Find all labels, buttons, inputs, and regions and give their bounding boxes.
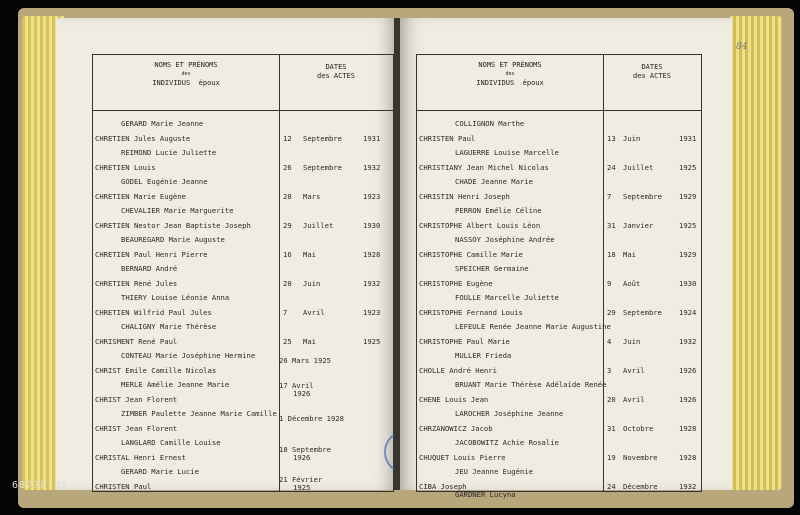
date-entry: 1926 bbox=[293, 453, 311, 462]
register-entry: BERNARD André bbox=[121, 264, 178, 273]
date-day: 12 bbox=[283, 133, 292, 143]
right-table bbox=[416, 54, 702, 500]
date-year: 1929 bbox=[679, 249, 697, 259]
date-day: 20 bbox=[283, 278, 292, 288]
register-entry: CHRETIEN Marie Eugène bbox=[95, 191, 186, 201]
date-year: 1928 bbox=[363, 249, 381, 259]
date-day: 31 bbox=[607, 423, 616, 433]
register-entry: CHRISTIANY Jean Michel Nicolas bbox=[419, 162, 549, 172]
names-header-line2: des bbox=[505, 71, 515, 77]
right-page bbox=[400, 18, 748, 500]
register-entry: CHRZANOWICZ Jacob bbox=[419, 423, 493, 433]
register-entry: CHRISTOPHE Fernand Louis bbox=[419, 307, 523, 317]
date-year: 1925 bbox=[679, 162, 697, 172]
register-entry: CHOLLE André Henri bbox=[419, 365, 497, 375]
register-entry: LAGUERRE Louise Marcelle bbox=[455, 148, 559, 157]
date-entry: 1926 bbox=[293, 389, 311, 398]
register-entry: NASSOY Joséphine Andrée bbox=[455, 235, 555, 244]
header-divider bbox=[417, 110, 701, 111]
register-entry: GODEL Eugénie Jeanne bbox=[121, 177, 208, 186]
register-entry: CONTEAU Marie Joséphine Hermine bbox=[121, 351, 256, 360]
date-year: 1931 bbox=[363, 133, 381, 143]
register-entry: CHRETIEN Wilfrid Paul Jules bbox=[95, 307, 212, 317]
column-divider bbox=[603, 55, 604, 491]
register-entry: ZIMBER Paulette Jeanne Marie Camille bbox=[121, 409, 277, 418]
dates-header-line1: DATES bbox=[325, 63, 347, 71]
names-header-epoux: époux bbox=[522, 79, 544, 87]
date-month: Septembre bbox=[303, 133, 342, 143]
date-year: 1928 bbox=[679, 452, 697, 462]
date-year: 1932 bbox=[363, 278, 381, 288]
date-month: Mars bbox=[303, 191, 321, 201]
date-day: 24 bbox=[607, 162, 616, 172]
column-divider bbox=[279, 55, 280, 491]
names-header-line1: NOMS ET PRÉNOMS bbox=[478, 61, 542, 69]
register-entry: GERARD Marie Jeanne bbox=[121, 119, 204, 128]
dates-header bbox=[279, 63, 393, 81]
date-day: 24 bbox=[607, 481, 616, 491]
register-entry: CHRISTEN Paul bbox=[419, 133, 476, 143]
date-entry: 17 Avril bbox=[279, 381, 314, 390]
date-month: Septembre bbox=[623, 191, 662, 201]
date-month: Juin bbox=[623, 133, 641, 143]
date-day: 29 bbox=[607, 307, 616, 317]
names-header bbox=[417, 61, 603, 88]
date-year: 1932 bbox=[679, 336, 697, 346]
names-header-line3: INDIVIDUS bbox=[476, 79, 515, 87]
register-entry: THIERY Louise Léonie Anna bbox=[121, 293, 230, 302]
date-day: 18 bbox=[607, 249, 616, 259]
date-year: 1925 bbox=[679, 220, 697, 230]
date-month: Octobre bbox=[623, 423, 654, 433]
register-entry: FOULLE Marcelle Juliette bbox=[455, 293, 559, 302]
register-entry: CHRETIEN Paul Henri Pierre bbox=[95, 249, 208, 259]
register-entry: CHENE Louis Jean bbox=[419, 394, 489, 404]
date-day: 13 bbox=[607, 133, 616, 143]
page-edges-right bbox=[730, 16, 782, 490]
register-entry: CHRIST Emile Camille Nicolas bbox=[95, 365, 217, 375]
date-month: Mai bbox=[303, 336, 316, 346]
register-entry: CHRETIEN Louis bbox=[95, 162, 156, 172]
date-day: 3 bbox=[607, 365, 612, 375]
register-entry: JACOBOWITZ Achie Rosalie bbox=[455, 438, 559, 447]
date-day: 7 bbox=[283, 307, 288, 317]
page-number: 84 bbox=[736, 42, 748, 52]
date-day: 26 bbox=[283, 162, 292, 172]
register-entry: CHALIGNY Marie Thérèse bbox=[121, 322, 217, 331]
date-month: Mai bbox=[623, 249, 636, 259]
date-month: Janvier bbox=[623, 220, 654, 230]
register-entry: CHRISTOPHE Paul Marie bbox=[419, 336, 510, 346]
date-month: Septembre bbox=[303, 162, 342, 172]
date-year: 1926 bbox=[679, 394, 697, 404]
header-divider bbox=[93, 110, 393, 111]
date-day: 28 bbox=[283, 191, 292, 201]
register-entry: CHRISTOPHE Eugène bbox=[419, 278, 493, 288]
names-header-epoux: époux bbox=[198, 79, 220, 87]
date-year: 1925 bbox=[363, 336, 381, 346]
dates-header bbox=[603, 63, 701, 81]
date-month: Novembre bbox=[623, 452, 658, 462]
register-entry: LANGLARD Camille Louise bbox=[121, 438, 221, 447]
register-entry: CHRISTOPHE Camille Marie bbox=[419, 249, 523, 259]
left-page bbox=[56, 18, 396, 490]
register-entry: CHEVALIER Marie Marguerite bbox=[121, 206, 234, 215]
register-entry: REIMOND Lucie Juliette bbox=[121, 148, 217, 157]
register-entry: SPEICHER Germaine bbox=[455, 264, 529, 273]
date-year: 1926 bbox=[679, 365, 697, 375]
date-day: 7 bbox=[607, 191, 612, 201]
names-header-line2: des bbox=[181, 71, 191, 77]
date-day: 4 bbox=[607, 336, 612, 346]
register-entry: BEAUREGARD Marie Auguste bbox=[121, 235, 225, 244]
date-entry: 1925 bbox=[293, 483, 311, 492]
date-year: 1930 bbox=[679, 278, 697, 288]
register-entry: CHADE Jeanne Marie bbox=[455, 177, 533, 186]
date-day: 9 bbox=[607, 278, 612, 288]
register-entry: CHRISTEN Paul bbox=[95, 481, 152, 491]
date-year: 1930 bbox=[363, 220, 381, 230]
register-entry: JEU Jeanne Eugénie bbox=[455, 467, 533, 476]
date-month: Juillet bbox=[303, 220, 334, 230]
register-entry: GARDNER Lucyna bbox=[455, 490, 516, 500]
register-entry: CIBA Joseph bbox=[419, 481, 467, 491]
date-month: Décembre bbox=[623, 481, 658, 491]
date-month: Juin bbox=[303, 278, 321, 288]
date-year: 1928 bbox=[679, 423, 697, 433]
register-entry: CHRETIEN Jules Auguste bbox=[95, 133, 191, 143]
date-year: 1929 bbox=[679, 191, 697, 201]
date-year: 1923 bbox=[363, 191, 381, 201]
date-year: 1932 bbox=[363, 162, 381, 172]
register-entry: CHUQUET Louis Pierre bbox=[419, 452, 506, 462]
date-year: 1931 bbox=[679, 133, 697, 143]
date-month: Avril bbox=[623, 394, 645, 404]
date-day: 19 bbox=[607, 452, 616, 462]
register-entry: CHRISTIN Henri Joseph bbox=[419, 191, 510, 201]
date-month: Avril bbox=[303, 307, 325, 317]
date-day: 29 bbox=[283, 220, 292, 230]
date-month: Mai bbox=[303, 249, 316, 259]
register-entry: LEFEULE Renée Jeanne Marie Augustine bbox=[455, 322, 611, 331]
register-entry: CHRIST Jean Florent bbox=[95, 423, 178, 433]
date-day: 25 bbox=[283, 336, 292, 346]
names-header bbox=[93, 61, 279, 88]
date-entry: 18 Septembre bbox=[279, 445, 331, 454]
names-header-line3: INDIVIDUS bbox=[152, 79, 191, 87]
register-entry: COLLIGNON Marthe bbox=[455, 119, 525, 128]
date-entry: 21 Février bbox=[279, 475, 323, 484]
dates-header-line1: DATES bbox=[641, 63, 663, 71]
register-entry: MERLE Amélie Jeanne Marie bbox=[121, 380, 230, 389]
date-month: Septembre bbox=[623, 307, 662, 317]
date-year: 1924 bbox=[679, 307, 697, 317]
date-entry: 26 Mars 1925 bbox=[279, 356, 331, 365]
date-entry: 1 Décembre 1928 bbox=[279, 414, 344, 423]
date-year: 1932 bbox=[679, 481, 697, 491]
register-entry: CHRISMENT René Paul bbox=[95, 336, 178, 346]
date-month: Juin bbox=[623, 336, 641, 346]
date-day: 20 bbox=[607, 394, 616, 404]
date-month: Avril bbox=[623, 365, 645, 375]
dates-header-line2: des ACTES bbox=[317, 72, 355, 80]
register-entry: CHRISTAL Henri Ernest bbox=[95, 452, 186, 462]
dates-header-line2: des ACTES bbox=[633, 72, 671, 80]
register-entry: MULLER Frieda bbox=[455, 351, 512, 360]
register-entry: CHRETIEN Nestor Jean Baptiste Joseph bbox=[95, 220, 251, 230]
date-day: 31 bbox=[607, 220, 616, 230]
left-table bbox=[92, 54, 394, 492]
date-month: Juillet bbox=[623, 162, 654, 172]
reference-number: 60778 d5 bbox=[12, 480, 69, 491]
register-entry: PERRON Emélie Céline bbox=[455, 206, 542, 215]
register-entry: GERARD Marie Lucie bbox=[121, 467, 199, 476]
register-entry: CHRISTOPHE Albert Louis Léon bbox=[419, 220, 541, 230]
register-entry: BRUANT Marie Thérèse Adélaïde Renée bbox=[455, 380, 607, 389]
date-month: Août bbox=[623, 278, 641, 288]
register-entry: CHRIST Jean Florent bbox=[95, 394, 178, 404]
register-entry: CHRETIEN René Jules bbox=[95, 278, 178, 288]
register-entry: LAROCHER Joséphine Jeanne bbox=[455, 409, 564, 418]
date-year: 1923 bbox=[363, 307, 381, 317]
date-day: 16 bbox=[283, 249, 292, 259]
names-header-line1: NOMS ET PRÉNOMS bbox=[154, 61, 218, 69]
